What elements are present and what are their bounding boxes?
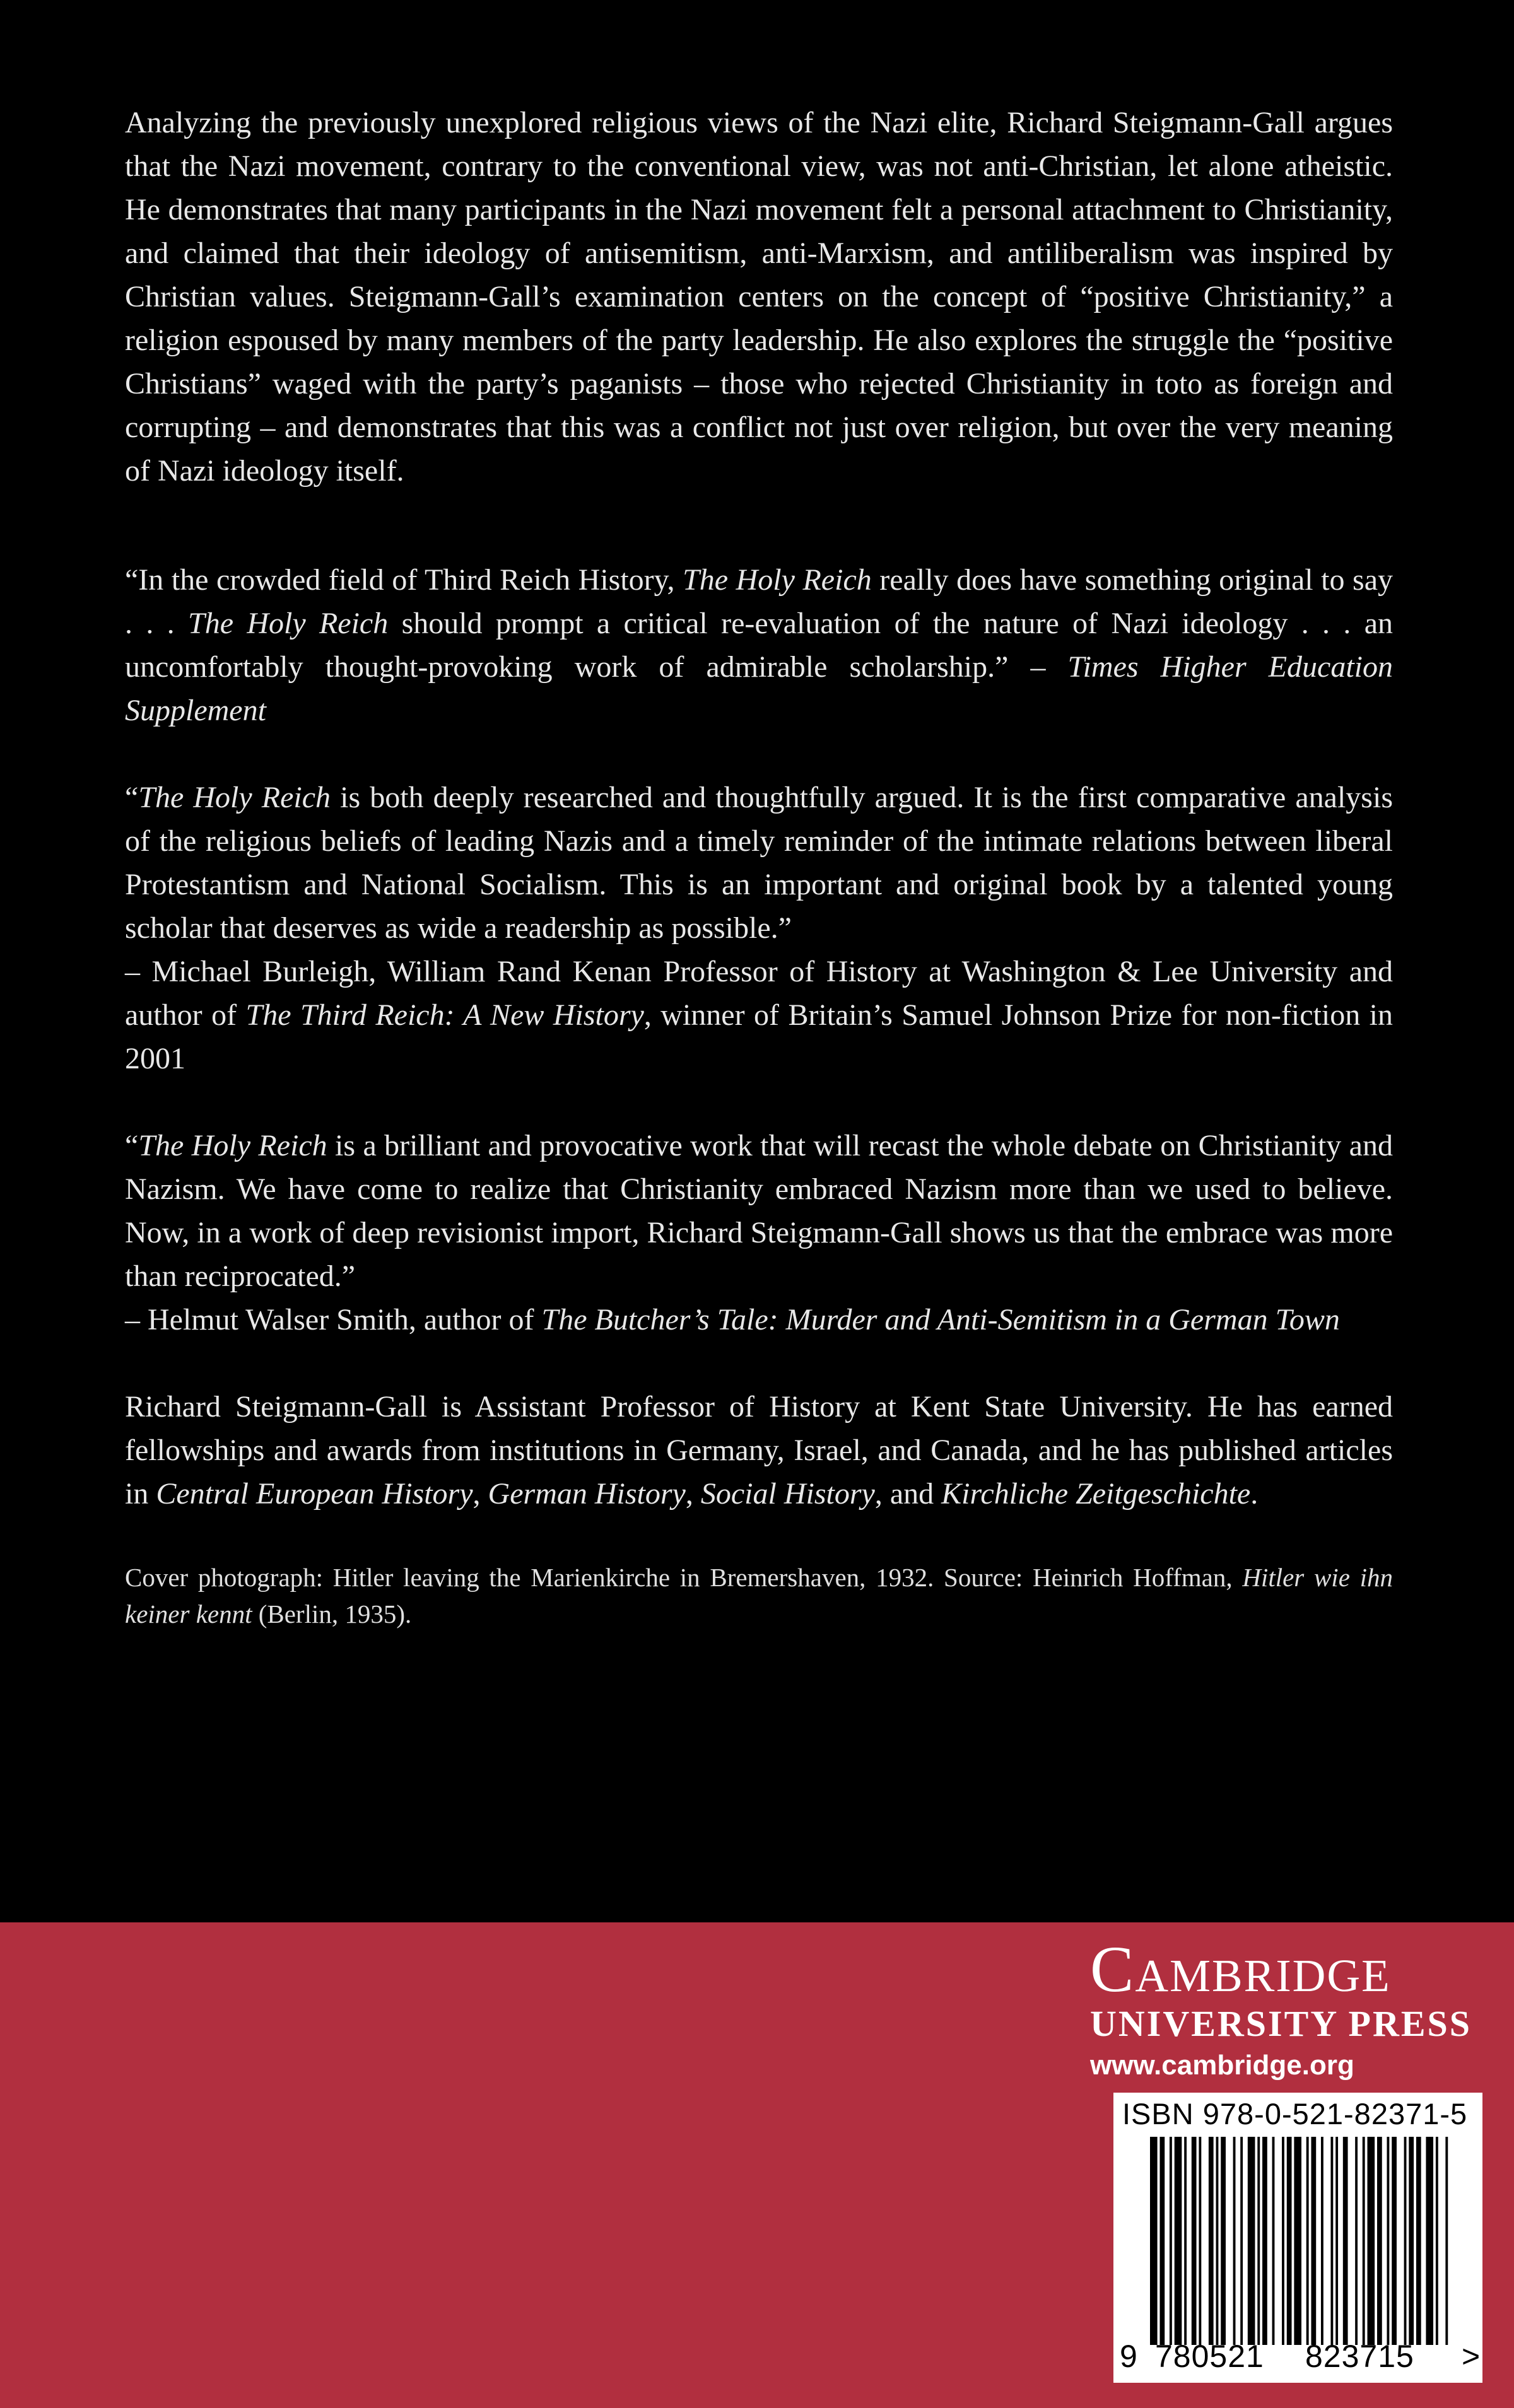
barcode-bar: [1306, 2137, 1309, 2345]
book-title: The Holy Reich: [138, 1129, 327, 1162]
barcode-bar: [1335, 2137, 1338, 2345]
quote-text: is a brilliant and provocative work that will recast the whole debate on Christianity and Nazism. We have come to realize that Christianity embraced Nazism more than we used to believe. Now, in a work of deep revisionist import, Richard Steigmann-Gall shows us that the embrace was more than reciprocated.”: [125, 1129, 1393, 1293]
barcode-bar: [1257, 2137, 1260, 2345]
barcode-digit-first: 9: [1120, 2339, 1137, 2374]
barcode-bar: [1330, 2137, 1333, 2345]
barcode-bar: [1199, 2137, 1201, 2345]
barcode-bar: [1240, 2137, 1243, 2345]
review-quote-smith: [125, 1124, 1393, 1341]
barcode-bar: [1445, 2137, 1448, 2345]
attribution-text: – Helmut Walser Smith, author of: [125, 1303, 542, 1336]
credit-text: (Berlin, 1935).: [252, 1599, 412, 1628]
barcode-bar: [1409, 2137, 1414, 2345]
barcode-bar: [1192, 2137, 1197, 2345]
barcode-bar: [1404, 2137, 1407, 2345]
barcode-bar: [1436, 2137, 1438, 2345]
journal-title: Kirchliche Zeitgeschichte: [941, 1477, 1251, 1511]
separator: ,: [472, 1477, 488, 1511]
barcode-digits-right: 823715: [1305, 2339, 1414, 2374]
isbn-label: ISBN 978-0-521-82371-5: [1122, 2097, 1468, 2130]
publisher-name: Cambridge: [1090, 1933, 1391, 2006]
review-quote-times: [125, 558, 1393, 732]
separator: ,: [685, 1477, 701, 1511]
description-paragraph: Analyzing the previously unexplored religious views of the Nazi elite, Richard Steigmann-Gall argues that the Nazi movement, contrary to the conventional view, was not anti-Christian, let alone atheistic. He demonstrates that many participants in the Nazi movement felt a personal attachment to Christianity, and claimed that their ideology of antisemitism, anti-Marxism, and antiliberalism was inspired by Christian values. Steigmann-Gall’s examination centers on the concept of “positive Christianity,” a religion espoused by many members of the party leadership. He also explores the struggle the “positive Christians” waged with the party’s paganists – those who rejected Christianity in toto as foreign and corrupting – and demonstrates that this was a conflict not just over religion, but over the very meaning of Nazi ideology itself.: [125, 106, 1393, 488]
publisher-website: www.cambridge.org: [1090, 2050, 1354, 2081]
attribution-text: – Michael Burleigh, William Rand Kenan Professor of History at Washington & Lee University and author of: [125, 955, 1393, 1032]
barcode-bar: [1175, 2137, 1182, 2345]
book-title: The Holy Reich: [138, 781, 331, 814]
barcode-bar: [1377, 2137, 1382, 2345]
journal-title: German History: [488, 1477, 686, 1511]
barcode-bar: [1416, 2137, 1421, 2345]
barcode-bar: [1216, 2137, 1219, 2345]
quote-text: should prompt a critical re-evaluation of the nature of Nazi ideology . . . an uncomfortably thought-provoking work of admirable scholarship.” –: [125, 607, 1394, 684]
cover-photo-credit: [125, 1559, 1393, 1632]
quote-text: “: [125, 781, 139, 814]
credit-text: Cover photograph: Hitler leaving the Marienkirche in Bremershaven, 1932. Source: Heinrich Hoffman,: [125, 1563, 1243, 1592]
barcode-bar: [1321, 2137, 1323, 2345]
barcode-bar: [1294, 2137, 1301, 2345]
barcode-marker: >: [1462, 2339, 1481, 2374]
author-bio: [125, 1385, 1393, 1516]
quote-attribution: [125, 950, 1393, 1080]
quote-source: Times Higher Education Supplement: [125, 650, 1394, 727]
attribution-book-title: The Third Reich: A New History: [245, 998, 644, 1032]
barcode-digits-left: 780521: [1155, 2339, 1264, 2374]
barcode-bar: [1368, 2137, 1375, 2345]
review-quote-burleigh: [125, 776, 1393, 1080]
quote-text: “: [125, 1129, 139, 1162]
barcode-bar: [1209, 2137, 1214, 2345]
barcode-bar: [1387, 2137, 1389, 2345]
publisher-press: UNIVERSITY PRESS: [1090, 2003, 1472, 2044]
barcode-bar: [1363, 2137, 1365, 2345]
bio-text: Richard Steigmann-Gall is Assistant Professor of History at Kent State University. He has earned fellowships and awards from institutions in Germany, Israel, and Canada, and he has published articles in: [125, 1390, 1393, 1511]
barcode-bar: [1248, 2137, 1255, 2345]
barcode-bar: [1282, 2137, 1284, 2345]
barcode-bar: [1392, 2137, 1397, 2345]
book-title: The Holy Reich: [188, 607, 389, 640]
quote-attribution: [125, 1298, 1393, 1341]
barcode-bar: [1150, 2137, 1158, 2345]
book-title: The Holy Reich: [683, 563, 872, 597]
barcode-bar: [1287, 2137, 1292, 2345]
separator: .: [1250, 1477, 1259, 1511]
barcode-bar: [1426, 2137, 1433, 2345]
publisher-logo: [1090, 1935, 1481, 2085]
barcode-bar: [1184, 2137, 1187, 2345]
barcode-bars: [1150, 2137, 1453, 2345]
barcode-bar: [1355, 2137, 1358, 2345]
separator: , and: [874, 1477, 942, 1511]
journal-title: Central European History: [156, 1477, 473, 1511]
quote-text: is both deeply researched and thoughtfully argued. It is the first comparative analysis of the religious beliefs of leading Nazis and a timely reminder of the intimate relations between liberal Protestantism and National Socialism. This is an important and original book by a talented young scholar that deserves as wide a readership as possible.”: [125, 781, 1393, 945]
barcode-bar: [1221, 2137, 1226, 2345]
journal-title: Social History: [700, 1477, 875, 1511]
barcode-bar: [1159, 2137, 1165, 2345]
isbn-barcode: [1113, 2093, 1482, 2383]
text-column: [125, 101, 1393, 1632]
barcode-bar: [1272, 2137, 1275, 2345]
attribution-text: , winner of Britain’s Samuel Johnson Prize for non-fiction in 2001: [125, 998, 1393, 1075]
barcode-bar: [1311, 2137, 1316, 2345]
attribution-book-title: The Butcher’s Tale: Murder and Anti-Semitism in a German Town: [541, 1303, 1340, 1336]
credit-book-title: Hitler wie ihn keiner kennt: [125, 1563, 1393, 1628]
barcode-bar: [1233, 2137, 1236, 2345]
quote-text: really does have something original to say . . .: [125, 563, 1394, 640]
barcode-bar: [1170, 2137, 1172, 2345]
barcode-bar: [1262, 2137, 1267, 2345]
barcode-bar: [1343, 2137, 1348, 2345]
quote-text: “In the crowded field of Third Reich History,: [125, 563, 683, 597]
